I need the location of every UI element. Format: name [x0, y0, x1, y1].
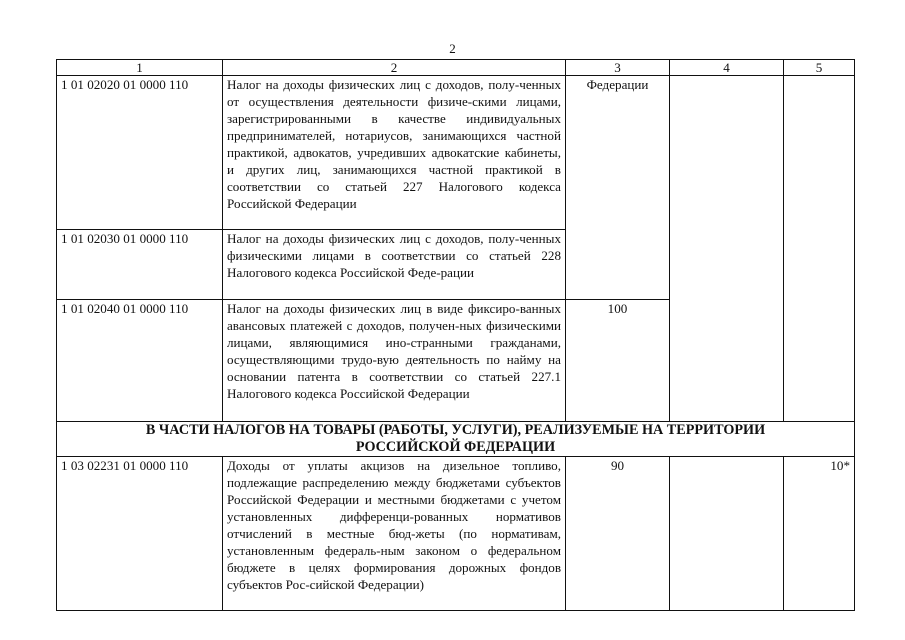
column-header-1: 1	[57, 60, 223, 76]
section-heading-line-2: РОССИЙСКОЙ ФЕДЕРАЦИИ	[355, 439, 556, 455]
budget-code-cell: 1 01 02040 01 0000 110	[57, 300, 223, 422]
norm-federal-cell: 90	[566, 457, 670, 611]
budget-code-cell: 1 01 02020 01 0000 110	[57, 76, 223, 230]
description-cell: Налог на доходы физических лиц с доходов, полу-ченных физическими лицами в соответствии со статьей 228 Налогового кодекса Российской Феде-рации	[223, 230, 566, 300]
description-cell: Доходы от уплаты акцизов на дизельное топливо, подлежащие распределению между бюджетами субъектов Российской Федерации и местными бюджетами с учетом установленных дифференци-рованных нормативов отчислений в местные бюд-жеты (по нормативам, установленным федераль-ным законом о федеральном бюджете в целях формирования дорожных фондов субъектов Рос-сийской Федерации)	[223, 457, 566, 611]
revenue-distribution-table	[56, 59, 855, 611]
empty-cell-col5	[784, 76, 855, 422]
column-header-2: 2	[223, 60, 566, 76]
page-number: 2	[449, 41, 456, 56]
section-heading-line-1: В ЧАСТИ НАЛОГОВ НА ТОВАРЫ (РАБОТЫ, УСЛУГИ), РЕАЛИЗУЕМЫЕ НА ТЕРРИТОРИИ	[145, 422, 766, 438]
description-cell: Налог на доходы физических лиц в виде фиксиро-ванных авансовых платежей с доходов, получен-ных физическими лицами, являющимися ино-странными гражданами, осуществляющими трудо-вую деятельность по найму на основании патента в соответствии со статьей 227.1 Налогового кодекса Российской Федерации	[223, 300, 566, 422]
column-header-5: 5	[784, 60, 855, 76]
merged-cell-col3-value: 100	[566, 300, 670, 422]
column-header-3: 3	[566, 60, 670, 76]
norm-local-cell: 10*	[784, 457, 855, 611]
description-cell: Налог на доходы физических лиц с доходов, полу-ченных от осуществления деятельности физиче-скими лицами, зарегистрированными в качестве индивидуальных предпринимателей, нотариусов, занимающихся частной практикой, адвокатов, учредивших адвокатские кабинеты, и других лиц, занимающихся частной практикой в соответствии со статьей 227 Налогового кодекса Российской Федерации	[223, 76, 566, 230]
budget-code-cell: 1 01 02030 01 0000 110	[57, 230, 223, 300]
table-row	[57, 76, 855, 230]
empty-cell-col4	[670, 457, 784, 611]
empty-cell-col4	[670, 76, 784, 422]
section-heading-row	[57, 422, 855, 457]
column-header-4: 4	[670, 60, 784, 76]
budget-code-cell: 1 03 02231 01 0000 110	[57, 457, 223, 611]
merged-cell-col3-federacii: Федерации	[566, 76, 670, 300]
section-heading	[57, 422, 855, 457]
table-row	[57, 457, 855, 611]
header-row	[57, 60, 855, 76]
